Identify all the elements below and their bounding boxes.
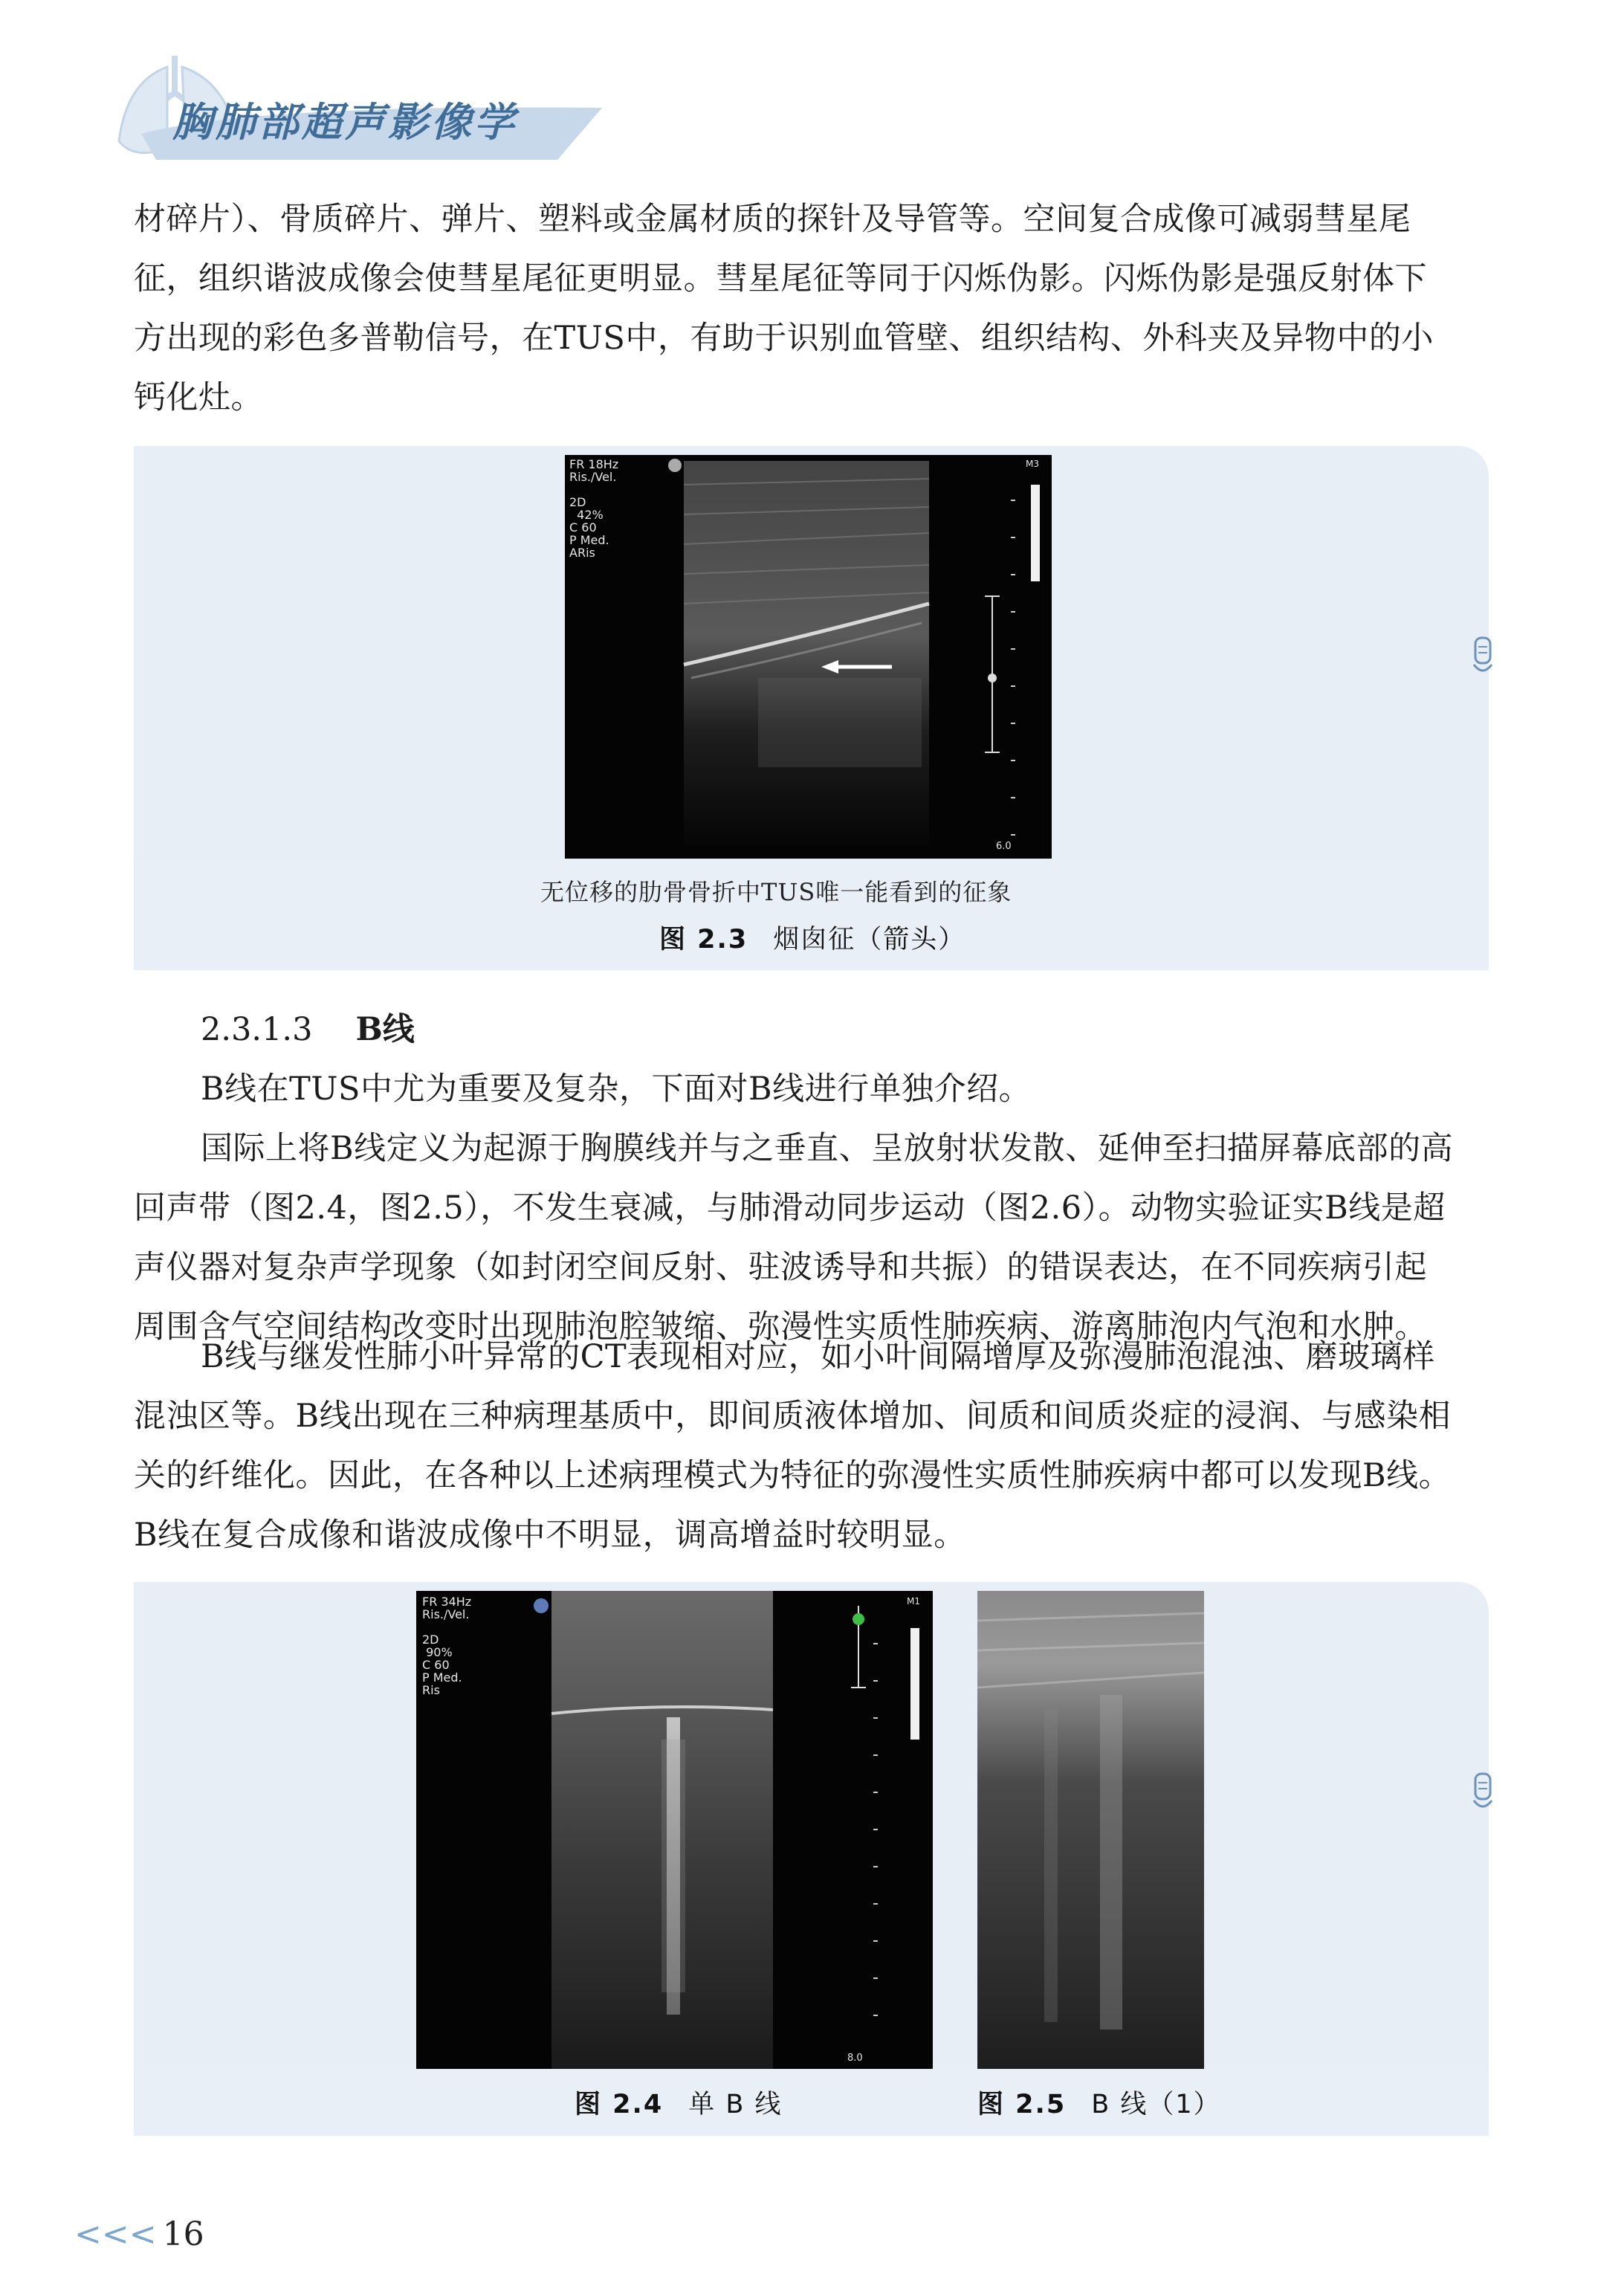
probe-icon (1468, 632, 1498, 684)
ultrasound-scan (416, 1591, 933, 2069)
paragraph-line: 方出现的彩色多普勒信号，在TUS中，有助于识别血管壁、组织结构、外科夹及异物中的小 (134, 320, 1434, 357)
paragraph-1 (134, 190, 1494, 427)
paragraph-line: 周围含气空间结构改变时出现肺泡腔皱缩、弥漫性实质性肺疾病、游离肺泡内气泡和水肿。 (134, 1308, 1427, 1346)
screen-parameters: FR 34Hz Ris./Vel. 2D 90% C 60 P Med. Ris (422, 1595, 472, 1697)
section-title: B线 (355, 1011, 415, 1048)
figure-caption-text: 烟囱征（箭头） (773, 925, 966, 955)
figure-2-3 (134, 446, 1489, 970)
figure-caption-2-4 (575, 2084, 782, 2121)
paragraph-line: B线与继发性肺小叶异常的CT表现相对应，如小叶间隔增厚及弥漫肺泡混浊、磨玻璃样 (201, 1338, 1435, 1375)
paragraph-line: 混浊区等。B线出现在三种病理基质中，即间质液体增加、间质和间质炎症的浸润、与感染相 (134, 1398, 1452, 1435)
section-heading (201, 1000, 415, 1059)
figure-label: 图 2.3 (659, 925, 748, 955)
marker-label: M1 (907, 1596, 920, 1607)
ultrasound-image-2-5 (977, 1591, 1204, 2069)
ultrasound-image-2-3 (565, 455, 1052, 859)
figure-caption (659, 919, 965, 956)
figure-2-4-2-5 (134, 1582, 1489, 2136)
paragraph-2 (134, 1059, 1494, 1119)
paragraph-line: 回声带（图2.4，图2.5），不发生衰减，与肺滑动同步运动（图2.6）。动物实验证实B线是超 (134, 1189, 1446, 1227)
section-number: 2.3.1.3 (201, 1011, 313, 1048)
figure-caption-2-5 (977, 2084, 1221, 2121)
ultrasound-image-2-4 (416, 1591, 933, 2069)
paragraph-4 (134, 1327, 1494, 1565)
paragraph-line: 国际上将B线定义为起源于胸膜线并与之垂直、呈放射状发散、延伸至扫描屏幕底部的高 (201, 1130, 1454, 1167)
figure-caption-text: 单 B 线 (688, 2090, 783, 2119)
paragraph-line: 钙化灶。 (134, 379, 263, 416)
depth-label: 8.0 (847, 2053, 863, 2064)
figure-label: 图 2.5 (977, 2090, 1067, 2119)
paragraph-line: 材碎片）、骨质碎片、弹片、塑料或金属材质的探针及导管等。空间复合成像可减弱彗星尾 (134, 201, 1411, 238)
paragraph-line: B线在复合成像和谐波成像中不明显，调高增益时较明显。 (134, 1517, 966, 1554)
page-arrows: <<< (74, 2215, 157, 2253)
ultrasound-scan (977, 1591, 1204, 2069)
probe-icon (1468, 1768, 1498, 1820)
page-number-value: 16 (162, 2215, 204, 2253)
paragraph-line: 关的纤维化。因此，在各种以上述病理模式为特征的弥漫性实质性肺疾病中都可以发现B线。 (134, 1457, 1452, 1494)
screen-parameters: FR 18Hz Ris./Vel. 2D 42% C 60 P Med. ARis (569, 457, 619, 560)
paragraph-line: 声仪器对复杂声学现象（如封闭空间反射、驻波诱导和共振）的错误表达，在不同疾病引起 (134, 1249, 1427, 1286)
figure-label: 图 2.4 (575, 2090, 664, 2119)
depth-label: 6.0 (996, 841, 1012, 852)
paragraph-3 (134, 1119, 1494, 1357)
ultrasound-scan (565, 455, 1052, 859)
paragraph-line: B线在TUS中尤为重要及复杂，下面对B线进行单独介绍。 (201, 1071, 1032, 1108)
caption-strip (134, 2069, 1489, 2136)
figure-caption-text: B 线（1） (1091, 2090, 1221, 2119)
paragraph-line: 征，组织谐波成像会使彗星尾征更明显。彗星尾征等同于闪烁伪影。闪烁伪影是强反射体下 (134, 260, 1427, 297)
marker-label: M3 (1026, 459, 1039, 469)
page-number (74, 2215, 204, 2253)
running-header-title: 胸肺部超声影像学 (172, 98, 517, 146)
figure-subcaption: 无位移的肋骨骨折中TUS唯一能看到的征象 (540, 878, 1012, 906)
